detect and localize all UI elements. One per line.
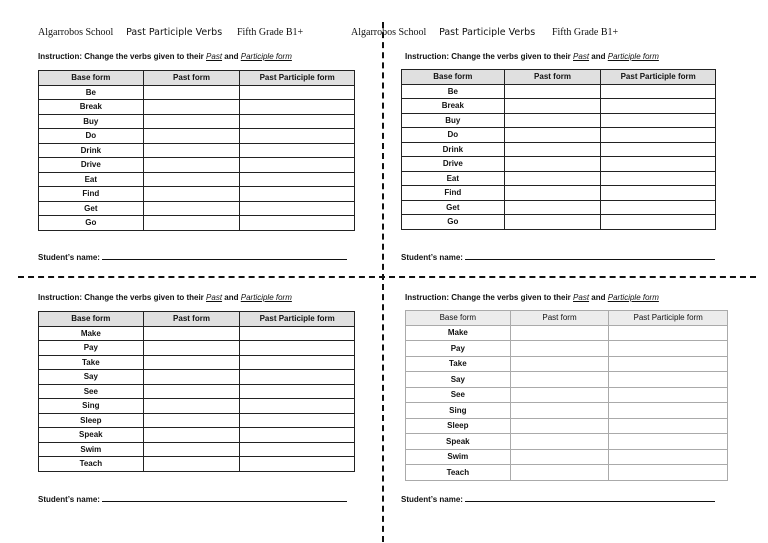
- past-participle-cell[interactable]: [240, 143, 355, 158]
- past-participle-cell[interactable]: [240, 100, 355, 115]
- header-left: [38, 27, 303, 38]
- base-form-cell: Break: [39, 100, 144, 115]
- past-participle-cell[interactable]: [240, 129, 355, 144]
- table-row: [39, 370, 355, 385]
- past-form-cell[interactable]: [143, 143, 240, 158]
- student-name-field[interactable]: Student’s name:: [38, 251, 347, 262]
- past-form-cell[interactable]: [510, 418, 609, 434]
- base-form-cell: Take: [39, 355, 144, 370]
- past-form-cell[interactable]: [143, 355, 240, 370]
- past-form-cell[interactable]: [143, 85, 240, 100]
- past-form-cell[interactable]: [143, 413, 240, 428]
- base-form-cell: Pay: [406, 341, 511, 357]
- table-row: [402, 99, 716, 114]
- base-form-cell: Get: [39, 201, 144, 216]
- past-participle-cell[interactable]: [240, 158, 355, 173]
- base-form-cell: Speak: [39, 428, 144, 443]
- instruction: Instruction: Change the verbs given to their Past and Participle form: [405, 52, 659, 61]
- table-row: [406, 356, 728, 372]
- table-row: [402, 128, 716, 143]
- school-name: Algarrobos School: [38, 27, 114, 38]
- base-form-cell: Drink: [402, 142, 505, 157]
- past-form-cell[interactable]: [143, 457, 240, 472]
- table-row: [39, 341, 355, 356]
- past-form-cell[interactable]: [510, 387, 609, 403]
- base-form-cell: Get: [402, 200, 505, 215]
- past-form-cell[interactable]: [504, 171, 601, 186]
- past-participle-cell[interactable]: [609, 387, 728, 403]
- base-form-cell: Sing: [406, 403, 511, 419]
- table-row: [406, 449, 728, 465]
- past-form-cell[interactable]: [143, 114, 240, 129]
- past-form-cell[interactable]: [510, 341, 609, 357]
- verb-table: [405, 310, 728, 481]
- table-row: [39, 187, 355, 202]
- column-header: Base form: [39, 312, 144, 327]
- past-participle-cell[interactable]: [609, 356, 728, 372]
- table-row: [402, 171, 716, 186]
- table-row: [402, 142, 716, 157]
- past-form-cell[interactable]: [143, 370, 240, 385]
- past-form-cell[interactable]: [504, 215, 601, 230]
- table-row: [39, 457, 355, 472]
- past-participle-cell[interactable]: [601, 157, 716, 172]
- table-row: [39, 442, 355, 457]
- past-form-cell[interactable]: [143, 442, 240, 457]
- past-participle-cell[interactable]: [609, 403, 728, 419]
- table-row: [402, 84, 716, 99]
- past-participle-cell[interactable]: [240, 172, 355, 187]
- column-header: Past Participle form: [609, 311, 728, 326]
- past-participle-cell[interactable]: [240, 85, 355, 100]
- table-row: [39, 129, 355, 144]
- student-name-field[interactable]: Student’s name:: [401, 251, 715, 262]
- base-form-cell: Sleep: [406, 418, 511, 434]
- base-form-cell: Teach: [39, 457, 144, 472]
- table-row: [39, 399, 355, 414]
- table-row: [39, 428, 355, 443]
- past-form-cell[interactable]: [510, 372, 609, 388]
- base-form-cell: Swim: [406, 449, 511, 465]
- past-participle-cell[interactable]: [601, 200, 716, 215]
- past-participle-cell[interactable]: [240, 187, 355, 202]
- past-form-cell[interactable]: [143, 187, 240, 202]
- past-participle-cell[interactable]: [240, 326, 355, 341]
- table-row: [39, 143, 355, 158]
- instruction: Instruction: Change the verbs given to their Past and Participle form: [38, 52, 292, 61]
- past-participle-cell[interactable]: [240, 413, 355, 428]
- past-form-cell[interactable]: [504, 200, 601, 215]
- table-row: [39, 201, 355, 216]
- past-form-cell[interactable]: [143, 326, 240, 341]
- table-row: [402, 157, 716, 172]
- verb-table: [38, 311, 355, 472]
- base-form-cell: Say: [406, 372, 511, 388]
- table-row: [39, 326, 355, 341]
- verb-table: [38, 70, 355, 231]
- column-header: Past Participle form: [601, 70, 716, 85]
- base-form-cell: Pay: [39, 341, 144, 356]
- past-form-cell[interactable]: [143, 201, 240, 216]
- base-form-cell: Find: [402, 186, 505, 201]
- base-form-cell: Do: [39, 129, 144, 144]
- base-form-cell: Say: [39, 370, 144, 385]
- past-participle-cell[interactable]: [609, 434, 728, 450]
- past-form-cell[interactable]: [143, 384, 240, 399]
- table-row: [406, 465, 728, 481]
- base-form-cell: Go: [39, 216, 144, 231]
- base-form-cell: Speak: [406, 434, 511, 450]
- school-name: Algarrobos School: [351, 27, 427, 38]
- past-form-cell[interactable]: [510, 434, 609, 450]
- column-header: Past form: [143, 71, 240, 86]
- base-form-cell: Be: [39, 85, 144, 100]
- past-participle-cell[interactable]: [601, 99, 716, 114]
- table-row: [39, 413, 355, 428]
- base-form-cell: Find: [39, 187, 144, 202]
- verb-table: [401, 69, 716, 230]
- column-header: Base form: [402, 70, 505, 85]
- horizontal-cut-line: [18, 276, 756, 278]
- table-row: [406, 418, 728, 434]
- table-row: [39, 384, 355, 399]
- past-participle-cell[interactable]: [240, 114, 355, 129]
- past-form-cell[interactable]: [510, 356, 609, 372]
- past-participle-cell[interactable]: [609, 449, 728, 465]
- column-header: Base form: [406, 311, 511, 326]
- base-form-cell: Make: [39, 326, 144, 341]
- past-participle-cell[interactable]: [609, 465, 728, 481]
- past-participle-cell[interactable]: [240, 341, 355, 356]
- table-row: [406, 325, 728, 341]
- table-row: [39, 85, 355, 100]
- base-form-cell: Swim: [39, 442, 144, 457]
- past-form-cell[interactable]: [143, 216, 240, 231]
- table-row: [402, 186, 716, 201]
- base-form-cell: Eat: [402, 171, 505, 186]
- base-form-cell: Drive: [39, 158, 144, 173]
- subject-title: Past Participle Verbs: [126, 27, 223, 38]
- past-form-cell[interactable]: [143, 399, 240, 414]
- past-participle-cell[interactable]: [240, 355, 355, 370]
- student-name-field[interactable]: Student’s name:: [38, 493, 347, 504]
- past-participle-cell[interactable]: [601, 128, 716, 143]
- vertical-cut-line: [382, 22, 384, 542]
- past-participle-cell[interactable]: [240, 370, 355, 385]
- past-form-cell[interactable]: [510, 465, 609, 481]
- past-participle-cell[interactable]: [609, 418, 728, 434]
- past-participle-cell[interactable]: [601, 186, 716, 201]
- base-form-cell: Sleep: [39, 413, 144, 428]
- past-form-cell[interactable]: [504, 128, 601, 143]
- past-form-cell[interactable]: [143, 129, 240, 144]
- table-row: [402, 215, 716, 230]
- base-form-cell: Buy: [402, 113, 505, 128]
- past-participle-cell[interactable]: [240, 216, 355, 231]
- past-participle-cell[interactable]: [601, 113, 716, 128]
- base-form-cell: Take: [406, 356, 511, 372]
- past-participle-cell[interactable]: [609, 341, 728, 357]
- column-header: Past form: [504, 70, 601, 85]
- base-form-cell: Do: [402, 128, 505, 143]
- past-participle-cell[interactable]: [240, 201, 355, 216]
- base-form-cell: Go: [402, 215, 505, 230]
- table-row: [406, 434, 728, 450]
- table-row: [406, 341, 728, 357]
- past-participle-cell[interactable]: [240, 384, 355, 399]
- subject-title: Past Participle Verbs: [439, 27, 536, 38]
- table-row: [406, 372, 728, 388]
- past-form-cell[interactable]: [504, 186, 601, 201]
- column-header: Base form: [39, 71, 144, 86]
- column-header: Past Participle form: [240, 71, 355, 86]
- past-form-cell[interactable]: [504, 142, 601, 157]
- past-form-cell[interactable]: [510, 403, 609, 419]
- table-row: [39, 172, 355, 187]
- past-participle-cell[interactable]: [240, 399, 355, 414]
- table-row: [402, 200, 716, 215]
- header-right: [351, 27, 618, 38]
- past-participle-cell[interactable]: [601, 215, 716, 230]
- past-form-cell[interactable]: [504, 113, 601, 128]
- table-row: [39, 158, 355, 173]
- past-form-cell[interactable]: [143, 428, 240, 443]
- table-row: [406, 387, 728, 403]
- past-form-cell[interactable]: [504, 84, 601, 99]
- past-participle-cell[interactable]: [609, 325, 728, 341]
- base-form-cell: Break: [402, 99, 505, 114]
- past-participle-cell[interactable]: [601, 142, 716, 157]
- past-form-cell[interactable]: [504, 99, 601, 114]
- table-row: [39, 216, 355, 231]
- past-form-cell[interactable]: [510, 449, 609, 465]
- base-form-cell: Buy: [39, 114, 144, 129]
- past-form-cell[interactable]: [143, 172, 240, 187]
- past-form-cell[interactable]: [143, 158, 240, 173]
- table-row: [39, 114, 355, 129]
- student-name-field[interactable]: Student’s name:: [401, 493, 715, 504]
- instruction: Instruction: Change the verbs given to their Past and Participle form: [405, 293, 659, 302]
- table-row: [402, 113, 716, 128]
- grade-label: Fifth Grade B1+: [236, 27, 304, 38]
- past-form-cell[interactable]: [510, 325, 609, 341]
- past-participle-cell[interactable]: [609, 372, 728, 388]
- grade-label: Fifth Grade B1+: [551, 27, 619, 38]
- past-form-cell[interactable]: [143, 100, 240, 115]
- base-form-cell: Drink: [39, 143, 144, 158]
- table-row: [39, 100, 355, 115]
- header-row: [402, 70, 716, 85]
- column-header: Past form: [510, 311, 609, 326]
- base-form-cell: Teach: [406, 465, 511, 481]
- base-form-cell: See: [406, 387, 511, 403]
- past-participle-cell[interactable]: [601, 84, 716, 99]
- column-header: Past form: [143, 312, 240, 327]
- past-participle-cell[interactable]: [240, 457, 355, 472]
- past-form-cell[interactable]: [504, 157, 601, 172]
- past-participle-cell[interactable]: [240, 442, 355, 457]
- header-row: [39, 312, 355, 327]
- header-row: [39, 71, 355, 86]
- base-form-cell: See: [39, 384, 144, 399]
- table-row: [39, 355, 355, 370]
- instruction: Instruction: Change the verbs given to their Past and Participle form: [38, 293, 292, 302]
- column-header: Past Participle form: [240, 312, 355, 327]
- base-form-cell: Make: [406, 325, 511, 341]
- past-form-cell[interactable]: [143, 341, 240, 356]
- base-form-cell: Be: [402, 84, 505, 99]
- base-form-cell: Drive: [402, 157, 505, 172]
- table-row: [406, 403, 728, 419]
- base-form-cell: Eat: [39, 172, 144, 187]
- header-row: [406, 311, 728, 326]
- base-form-cell: Sing: [39, 399, 144, 414]
- past-participle-cell[interactable]: [601, 171, 716, 186]
- past-participle-cell[interactable]: [240, 428, 355, 443]
